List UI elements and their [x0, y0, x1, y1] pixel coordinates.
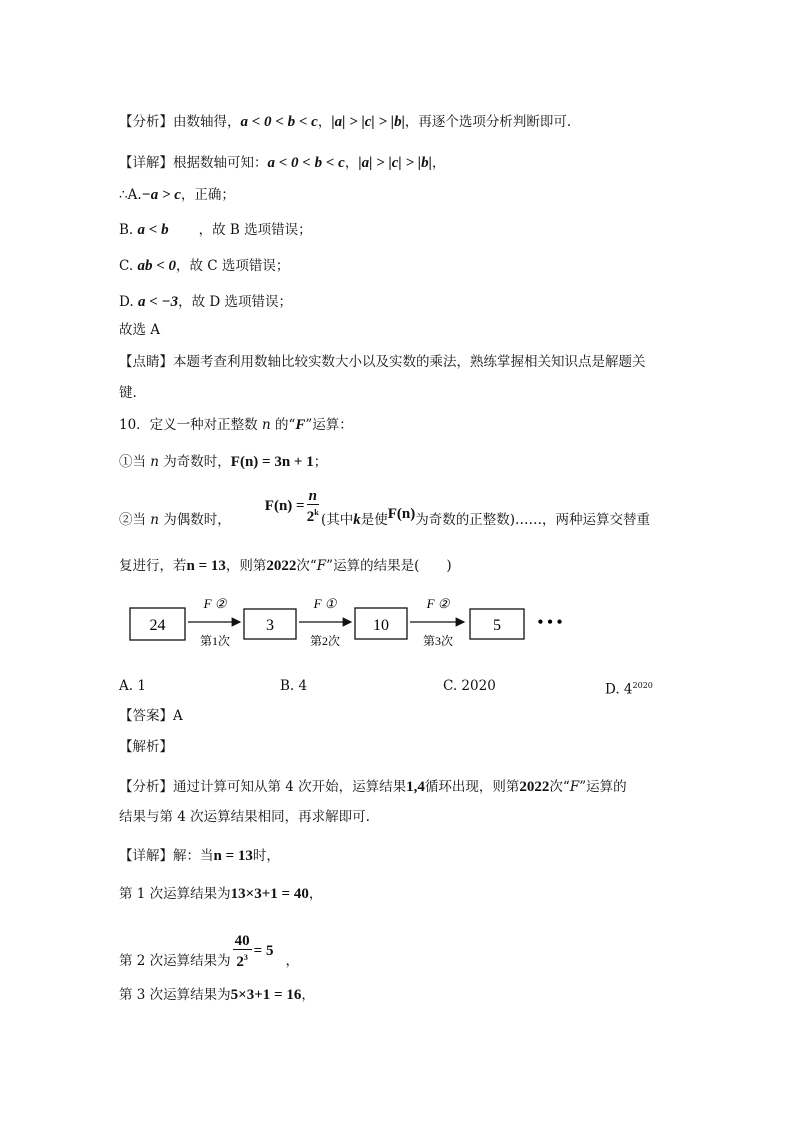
- text: 第 3 次运算结果为: [119, 987, 231, 1003]
- flow-step-2: 第2次: [309, 634, 341, 648]
- math-inequality: a < 0 < b < c: [240, 114, 318, 130]
- text: 通过计算可知从第 4 次开始，运算结果: [173, 779, 407, 795]
- numerator: 40: [234, 933, 250, 949]
- operator-symbol: F: [295, 417, 306, 433]
- option-d-base: D. 4: [605, 681, 633, 698]
- text: ，故 D 选项错误；: [178, 294, 292, 310]
- step-2-line: [119, 933, 299, 980]
- detail-label: 【详解】: [119, 848, 173, 864]
- math-expression: ab < 0: [137, 258, 176, 274]
- answer-line: [119, 706, 183, 726]
- comment-line-2: [119, 383, 137, 403]
- text: 为奇数的正整数)……，两种运算交替重: [415, 512, 650, 528]
- text: ，: [285, 953, 299, 969]
- question-10-title: [119, 415, 353, 435]
- flow-box-1-label: 24: [149, 617, 166, 634]
- math-expression: a < −3: [137, 294, 179, 310]
- math-expression: F(n): [387, 506, 416, 522]
- math-inequality: a < 0 < b < c: [267, 155, 345, 171]
- flow-op-3: F ②: [426, 596, 450, 611]
- text: 键.: [119, 385, 137, 401]
- flow-box-4: [470, 609, 524, 639]
- math-abs-inequality: |a| > |c| > |b|: [331, 114, 405, 130]
- flow-box-1: [130, 608, 185, 640]
- math-expression: n = 13: [213, 848, 253, 864]
- flow-arrow-2: [299, 596, 351, 648]
- detail-label: 【详解】: [119, 155, 173, 171]
- text: 由数轴得，: [173, 114, 241, 130]
- math-abs-inequality: |a| > |c| > |b|: [358, 155, 432, 171]
- text: 次“: [296, 558, 317, 574]
- option-d-exponent: 2020: [632, 681, 653, 690]
- solution-label: 【解析】: [119, 739, 173, 755]
- math-expression: −a > c: [141, 187, 181, 203]
- text: ，: [308, 886, 323, 902]
- option-b-analysis: [119, 220, 312, 240]
- option-a: A. 1: [119, 678, 146, 694]
- answer-text: 【答案】A: [119, 708, 183, 724]
- math-expression: 1,4: [406, 779, 425, 795]
- variable: n: [150, 454, 159, 470]
- text: ”运算的: [579, 779, 627, 795]
- text: 是使: [360, 512, 388, 528]
- analysis-line-2b: [119, 807, 370, 827]
- fraction: [307, 488, 319, 525]
- solution-heading: [119, 737, 173, 757]
- flow-arrow-1: [188, 596, 240, 648]
- flow-op-1: F ②: [203, 596, 227, 611]
- conclusion-line: [119, 320, 160, 340]
- operator-symbol: F: [316, 558, 327, 574]
- math-formula: F(n) = 3n + 1: [230, 454, 314, 470]
- text: 故选 A: [119, 322, 161, 338]
- text: ，正确；: [180, 187, 235, 203]
- text: ∴A.: [119, 187, 142, 203]
- comment-line-1: [119, 352, 646, 372]
- text: ，故 C 选项错误；: [176, 258, 290, 274]
- condition-1: [119, 452, 327, 472]
- condition-2: [119, 488, 650, 539]
- flow-step-3: 第3次: [422, 634, 454, 648]
- text: (其中: [320, 512, 354, 528]
- text: ②当: [119, 512, 146, 528]
- text: ，: [344, 155, 359, 171]
- flow-box-3: [355, 608, 407, 639]
- math-expression: n = 13: [186, 558, 226, 574]
- text: ，: [431, 155, 446, 171]
- option-b: B. 4: [280, 678, 308, 694]
- number: 2022: [266, 558, 297, 574]
- text: 结果与第 4 次运算结果相同，再求解即可.: [119, 809, 370, 825]
- flow-step-1: 第1次: [199, 634, 231, 648]
- math-expression: 13×3+1 = 40: [230, 886, 309, 902]
- flow-ellipsis: • • •: [537, 614, 563, 631]
- analysis-line-1: [119, 112, 571, 132]
- option-c: C. 2020: [443, 678, 496, 694]
- detail-line-1: [119, 153, 445, 173]
- text: 次“: [549, 779, 570, 795]
- math-expression: a < b: [137, 222, 169, 238]
- variable: k: [353, 512, 361, 528]
- text: 循环出现，则第: [424, 779, 520, 795]
- text: B.: [119, 222, 134, 238]
- text: 本题考查利用数轴比较实数大小以及实数的乘法，熟练掌握相关知识点是解题关: [173, 354, 646, 370]
- denominator: 2: [306, 509, 315, 525]
- text: 时，: [252, 848, 280, 864]
- text: 为偶数时，: [163, 512, 231, 528]
- variable: n: [261, 417, 271, 433]
- text: 复进行，若: [119, 558, 187, 574]
- text: D.: [119, 294, 134, 310]
- step-3-line: [119, 985, 315, 1005]
- text: 第 1 次运算结果为: [119, 886, 231, 902]
- operator-symbol: F: [569, 779, 580, 795]
- exponent: k: [314, 508, 319, 517]
- flow-box-2-label: 3: [266, 617, 274, 634]
- option-c-analysis: [119, 256, 289, 276]
- detail-line-2: [119, 846, 280, 866]
- number: 2022: [519, 779, 550, 795]
- text: ”运算的结果是( ): [326, 558, 452, 574]
- math-formula-lhs: F(n) =: [264, 498, 305, 514]
- comment-label: 【点睛】: [119, 354, 173, 370]
- text: ，故 B 选项错误；: [198, 222, 312, 238]
- flow-box-3-label: 10: [373, 617, 389, 634]
- text: 10．定义一种对正整数: [119, 417, 258, 433]
- option-d-analysis: [119, 292, 292, 312]
- answer-options: [119, 676, 679, 698]
- text: 第 2 次运算结果为: [119, 953, 231, 969]
- flow-box-2: [244, 609, 296, 639]
- fraction: [233, 933, 252, 970]
- analysis-label: 【分析】: [119, 779, 173, 795]
- condition-3: [119, 556, 452, 576]
- variable: n: [150, 512, 159, 528]
- math-expression: 5×3+1 = 16: [230, 987, 302, 1003]
- math-expression: = 5: [253, 943, 274, 959]
- flow-arrow-3: [410, 596, 464, 648]
- text: ；: [313, 454, 328, 470]
- text: ，: [317, 114, 332, 130]
- analysis-line-2: [119, 777, 627, 797]
- text: ”运算：: [305, 417, 353, 433]
- text: C.: [119, 258, 134, 274]
- text: ，则第: [225, 558, 267, 574]
- text: 解：当: [173, 848, 214, 864]
- step-1-line: [119, 884, 322, 904]
- analysis-label: 【分析】: [119, 114, 173, 130]
- numerator: n: [308, 488, 317, 504]
- text: 的“: [274, 417, 296, 433]
- option-d: [605, 676, 653, 700]
- flow-op-2: F ①: [313, 596, 337, 611]
- text: ①当: [119, 454, 146, 470]
- option-a-analysis: [119, 185, 235, 205]
- flow-box-4-label: 5: [493, 617, 501, 634]
- operation-flow-diagram: [120, 596, 580, 660]
- text: 根据数轴可知：: [173, 155, 268, 171]
- exponent: 3: [243, 953, 248, 962]
- text: 为奇数时，: [163, 454, 231, 470]
- text: ，再逐个选项分析判断即可.: [404, 114, 572, 130]
- text: ，: [301, 987, 315, 1003]
- denominator: 2: [236, 954, 244, 970]
